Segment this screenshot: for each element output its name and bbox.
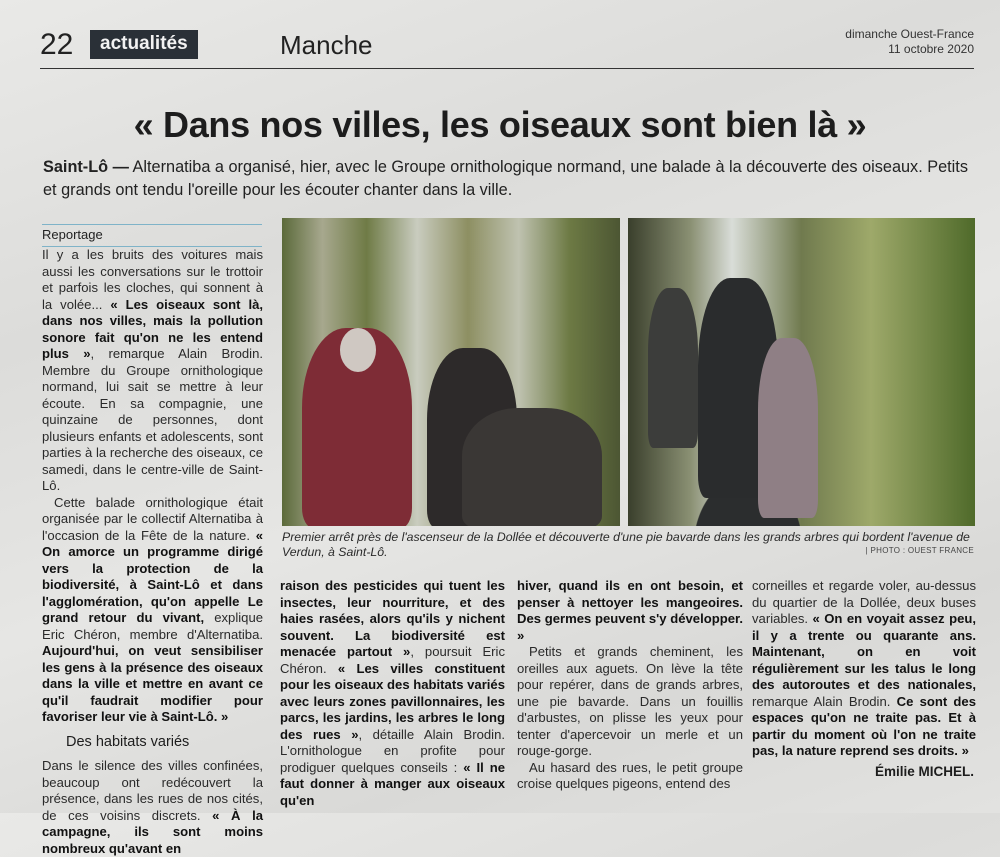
quote-text: « On amorce un programme dirigé vers la protection de la biodiversité, à Saint-Lô et dans l'agglomération, qu'on appelle Le grand retour du vivant, [42,527,263,625]
page-number: 22 [40,28,74,61]
quote-text: « Les oiseaux sont là, dans nos villes, mais la pollution sonore fait qu'on ne les entend plus » [42,296,264,361]
article-column-4 [752,578,976,760]
body-text: Cette balade ornithologique était organisée par le collectif Alternatiba à l'occasion de la Fête de la nature. [42,494,263,543]
article-photo-right [628,218,975,526]
edition-date-text: 11 octobre 2020 [888,42,974,56]
article-column-3 [517,578,743,793]
lead-text: Alternatiba a organisé, hier, avec le Groupe ornithologique normand, une balade à la découverte des oiseaux. Petits et grands ont tendu l'oreille pour les écouter chanter dans la ville. [43,158,968,199]
body-text: Au hasard des rues, le petit groupe croise quelques pigeons, entend des [517,759,743,791]
article-column-1 [42,247,263,857]
body-text: , remarque Alain Brodin. Membre du Groupe ornithologique normand, lui sait se mettre à leur écoute. En sa compagnie, une quinzaine de personnes, dont plusieurs enfants et adolescents, sont parties à la recherche des oiseaux, ce samedi, dans le centre-ville de Saint-Lô. [42,346,263,493]
quote-text: « Il ne faut donner à manger aux oiseaux qu'en [280,759,505,808]
section-label: actualités [90,30,198,59]
paragraph [517,578,743,644]
body-text: , détaille Alain Brodin. L'ornithologue en profite pour prodiguer quelques conseils : [280,726,505,775]
body-text: Petits et grands cheminent, les oreilles aux aguets. On lève la tête pour repérer, dans de grands arbres, une pie bavarde. Dans un fouillis d'arbustes, on plisse les yeux pour tenter d'apercevoir un merle et un rouge-gorge. [517,644,743,758]
paragraph [42,495,263,726]
paragraph [42,247,263,495]
body-text: Il y a les bruits des voitures mais aussi les conversations sur le trottoir et parfois les cloches, qui sonnent à la volée... [42,247,263,312]
article-photo-left [282,218,620,526]
person-figure [758,338,818,518]
article-column-2 [280,578,505,809]
body-text: corneilles et regarde voler, au-dessus du quartier de la Dollée, deux buses variables. [752,578,976,626]
quote-text: « À la campagne, ils sont moins nombreux qu'avant en [42,807,264,856]
paragraph [42,758,263,857]
edition-date [845,27,974,57]
subheading: Des habitats variés [66,733,190,750]
lead-place: Saint-Lô — [43,158,129,176]
author-signature: Émilie MICHEL. [874,764,974,779]
quote-text: « Les villes constituent pour les oiseaux des habitats variés avec leurs zones pavillonnaires, les parcs, les jardins, les arbres le long des rues » [280,660,505,742]
photo-caption: Premier arrêt près de l'ascenseur de la Dollée et découverte d'une pie bavarde dans les grands arbres qui bordent l'avenue de Verdun, à Saint-Lô. [282,530,970,559]
article-headline: « Dans nos villes, les oiseaux sont bien là » [133,104,867,145]
header-divider [40,68,974,69]
quote-text: hiver, quand ils en ont besoin, et penser à nettoyer les mangeoires. Des germes peuvent s'y développer. » [517,578,743,643]
paragraph [752,578,976,760]
body-text: , poursuit Eric Chéron. [280,644,505,676]
quote-text: Ce sont des espaces qu'on ne traite pas. Et à partir du moment où l'on ne traite pas, la nature reprend ses droits. » [752,693,976,758]
edition-name: dimanche Ouest-France [845,27,974,41]
quote-text: Aujourd'hui, on veut sensibiliser les gens à la présence des oiseaux dans la ville et mettre en avant ce qu'il faudrait modifier pour favoriser leur vie à Saint-Lô. » [42,643,263,724]
body-text: explique Eric Chéron, membre d'Alternatiba. [42,610,264,642]
person-figure [462,408,602,526]
paragraph [517,760,743,793]
person-figure [648,288,698,448]
article-lead [43,156,973,202]
paragraph [280,578,505,809]
body-text: remarque Alain Brodin. [752,693,897,709]
rubric-label: Reportage [42,224,262,247]
paragraph [517,644,743,760]
quote-text: « On en voyait assez peu, il y a trente ou quarante ans. Maintenant, on en voit régulièrement sur les talus le long des autoroutes et des nationales, [752,611,976,692]
person-head [340,328,376,372]
body-text: Dans le silence des villes confinées, beaucoup ont redécouvert la présence, dans les rues de nos cités, de ces voisins discrets. [42,758,263,823]
quote-text: raison des pesticides qui tuent les insectes, leur nourriture, et des haies rasées, alors qu'ils y nichent souvent. La biodiversité est menacée partout » [280,578,505,659]
region-title: Manche [280,30,373,60]
photo-credit: | PHOTO : OUEST FRANCE [865,546,974,555]
